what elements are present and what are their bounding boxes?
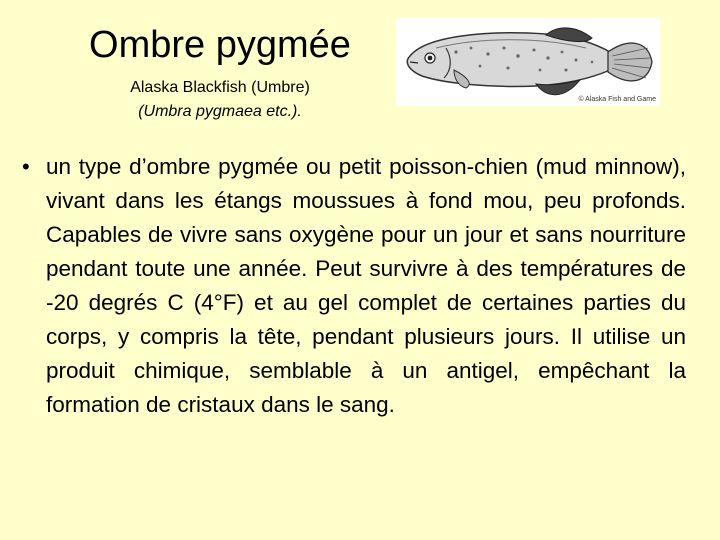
slide-subtitle: Alaska Blackfish (Umbre) (130, 79, 310, 96)
scientific-name: (Umbra pygmaea etc.). (138, 103, 302, 120)
image-credit: © Alaska Fish and Game (578, 96, 656, 103)
fish-illustration-icon (396, 18, 660, 106)
bullet-list (22, 150, 686, 422)
list-item (22, 150, 686, 422)
slide-title: Ombre pygmée (89, 24, 351, 66)
bullet-text: un type d’ombre pygmée ou petit poisson-chien (mud minnow), vivant dans les étangs moussues à fond mou, peu profonds. Capables de vivre sans oxygène pour un jour et sans nourriture pendant toute une année. Peut survivre à des températures de -20 degrés C (4°F) et au gel complet de certaines parties du corps, y compris la tête, pendant plusieurs jours. Il utilise un produit chimique, semblable à un antigel, empêchant la formation de cristaux dans le sang. (46, 154, 686, 417)
fish-image (396, 18, 660, 106)
bullet-marker: • (22, 154, 30, 179)
